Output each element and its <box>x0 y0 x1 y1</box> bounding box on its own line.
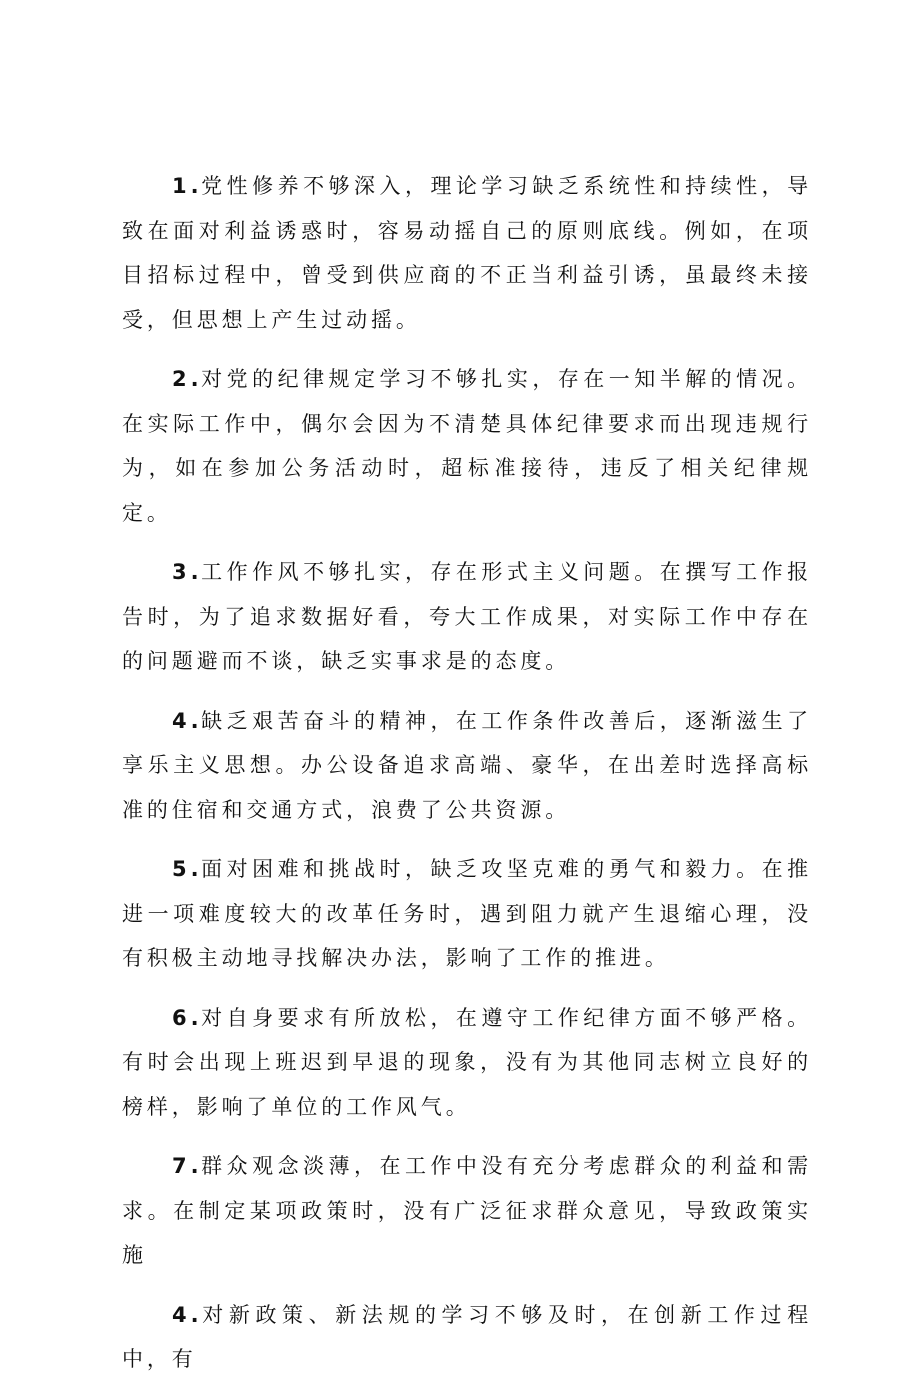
paragraph-3 <box>122 550 812 684</box>
paragraph-6 <box>122 996 812 1130</box>
paragraph-number: 5 <box>172 857 187 881</box>
paragraph-text: 工作作风不够扎实，存在形式主义问题。在撰写工作报告时，为了追求数据好看，夸大工作成果，对实际工作中存在的问题避而不谈，缺乏实事求是的态度。 <box>122 560 812 673</box>
paragraph-number: 6 <box>172 1005 187 1030</box>
number-separator: . <box>190 1302 199 1327</box>
number-separator: . <box>190 1154 199 1178</box>
paragraph-text: 对党的纪律规定学习不够扎实，存在一知半解的情况。在实际工作中，偶尔会因为不清楚具体纪律要求而出现违规行为，如在参加公务活动时，超标准接待，违反了相关纪律规定。 <box>122 367 812 525</box>
paragraph-2 <box>122 357 812 535</box>
paragraph-number: 7 <box>172 1154 187 1178</box>
paragraph-4 <box>122 699 812 833</box>
paragraph-text: 对自身要求有所放松，在遵守工作纪律方面不够严格。有时会出现上班迟到早退的现象，没有为其他同志树立良好的榜样，影响了单位的工作风气。 <box>122 1005 812 1119</box>
number-separator: . <box>190 708 199 733</box>
paragraph-number: 4 <box>172 1302 187 1327</box>
paragraph-text: 党性修养不够深入，理论学习缺乏系统性和持续性，导致在面对利益诱惑时，容易动摇自己的原则底线。例如，在项目招标过程中，曾受到供应商的不正当利益引诱，虽最终未接受，但思想上产生过动摇。 <box>122 174 812 332</box>
paragraph-text: 群众观念淡薄，在工作中没有充分考虑群众的利益和需求。在制定某项政策时，没有广泛征求群众意见，导致政策实施 <box>122 1154 812 1267</box>
number-separator: . <box>190 367 199 391</box>
paragraph-number: 1 <box>172 174 187 198</box>
paragraph-8 <box>122 1293 812 1382</box>
number-separator: . <box>190 174 199 198</box>
paragraph-number: 4 <box>172 708 187 733</box>
paragraph-number: 2 <box>172 367 187 391</box>
paragraph-text: 对新政策、新法规的学习不够及时，在创新工作过程中，有 <box>122 1302 812 1371</box>
paragraph-7 <box>122 1144 812 1278</box>
paragraph-number: 3 <box>172 560 187 584</box>
document-body <box>122 164 812 1397</box>
paragraph-1 <box>122 164 812 342</box>
number-separator: . <box>190 857 199 881</box>
number-separator: . <box>190 1005 199 1030</box>
paragraph-5 <box>122 847 812 981</box>
paragraph-text: 面对困难和挑战时，缺乏攻坚克难的勇气和毅力。在推进一项难度较大的改革任务时，遇到阻力就产生退缩心理，没有积极主动地寻找解决办法，影响了工作的推进。 <box>122 857 812 970</box>
paragraph-text: 缺乏艰苦奋斗的精神，在工作条件改善后，逐渐滋生了享乐主义思想。办公设备追求高端、豪华，在出差时选择高标准的住宿和交通方式，浪费了公共资源。 <box>122 708 812 822</box>
number-separator: . <box>190 560 199 584</box>
